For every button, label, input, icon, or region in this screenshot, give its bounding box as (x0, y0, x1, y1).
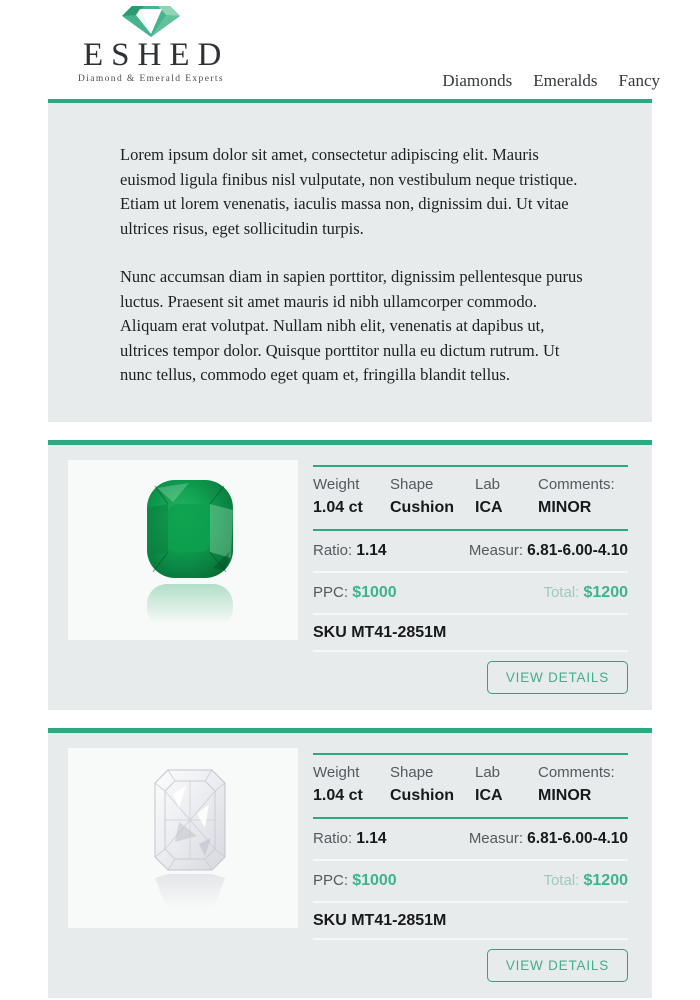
sku-value: SKU MT41-2851M (313, 615, 628, 652)
radiant-diamond-image (113, 760, 263, 922)
brand-name: ESHED (83, 37, 230, 73)
ratio-value: 1.14 (356, 830, 387, 847)
lab-label: Lab (475, 475, 501, 493)
sku-value: SKU MT41-2851M (313, 903, 628, 940)
brand-logo[interactable] (75, 5, 230, 84)
shape-label: Shape (390, 763, 434, 781)
total-label: Total: (543, 872, 580, 889)
measur-value: 6.81-6.00-4.10 (527, 542, 628, 559)
nav-item-diamonds[interactable]: Diamonds (442, 71, 513, 90)
ppc-value: $1000 (352, 872, 397, 889)
ratio-label: Ratio: (313, 830, 353, 847)
shape-value: Cushion (390, 498, 454, 516)
total-label: Total: (543, 584, 580, 601)
lab-label: Lab (475, 763, 501, 781)
ppc-value: $1000 (352, 584, 397, 601)
nav-item-emeralds[interactable]: Emeralds (533, 71, 598, 90)
shape-value: Cushion (390, 786, 454, 804)
emerald-cushion-image (113, 472, 263, 634)
view-details-button[interactable]: VIEW DETAILS (487, 661, 628, 694)
ratio-label: Ratio: (313, 542, 353, 559)
ratio-measur-row (313, 819, 628, 861)
spec-table (313, 465, 628, 694)
spec-header-row (313, 753, 628, 819)
comments-value: MINOR (538, 786, 592, 804)
measur-value: 6.81-6.00-4.10 (527, 830, 628, 847)
measur-label: Measur: (468, 542, 523, 559)
button-row (313, 652, 628, 694)
weight-value: 1.04 ct (313, 498, 363, 516)
ppc-label: PPC: (313, 584, 349, 601)
intro-paragraph-2: Nunc accumsan diam in sapien porttitor, dignissim pellentesque purus luctus. Praesent sit amet mauris id nibh ullamcorper commodo. Aliquam erat volutpat. Nullam nibh elit, venenatis at dapibus ut, ultrices tempor dolor. Quisque porttitor nulla eu dictum rutrum. Ut nunc tellus, commodo eget quam et, fringilla blandit tellus. (120, 267, 583, 384)
spec-table (313, 753, 628, 982)
product-image-emerald[interactable] (68, 460, 298, 640)
intro-paragraph-1: Lorem ipsum dolor sit amet, consectetur adipiscing elit. Mauris euismod ligula finibus nisl vulputate, non vestibulum neque tristique. Etiam ut lorem venenatis, iaculis massa non, dignissim dui. Ut vitae ultrices risus, eget sollicitudin turpis. (120, 145, 578, 238)
price-row (313, 573, 628, 615)
weight-value: 1.04 ct (313, 786, 363, 804)
product-card-diamond (48, 728, 652, 998)
shape-label: Shape (390, 475, 434, 493)
lab-value: ICA (475, 786, 503, 804)
lab-value: ICA (475, 498, 503, 516)
product-image-diamond[interactable] (68, 748, 298, 928)
price-row (313, 861, 628, 903)
ratio-value: 1.14 (356, 542, 387, 559)
weight-label: Weight (313, 763, 360, 781)
view-details-button[interactable]: VIEW DETAILS (487, 949, 628, 982)
ppc-label: PPC: (313, 872, 349, 889)
ratio-measur-row (313, 531, 628, 573)
brand-tagline: Diamond & Emerald Experts (77, 74, 225, 84)
comments-label: Comments: (538, 763, 615, 781)
product-card-emerald (48, 440, 652, 710)
button-row (313, 940, 628, 982)
spec-header-row (313, 465, 628, 531)
main-nav (442, 71, 660, 91)
nav-item-fancy[interactable]: Fancy (618, 71, 660, 90)
total-value: $1200 (583, 872, 628, 889)
weight-label: Weight (313, 475, 360, 493)
intro-box (48, 103, 652, 422)
total-value: $1200 (583, 584, 628, 601)
diamond-icon (122, 5, 180, 37)
header (0, 0, 700, 99)
measur-label: Measur: (468, 830, 523, 847)
comments-label: Comments: (538, 475, 615, 493)
comments-value: MINOR (538, 498, 592, 516)
